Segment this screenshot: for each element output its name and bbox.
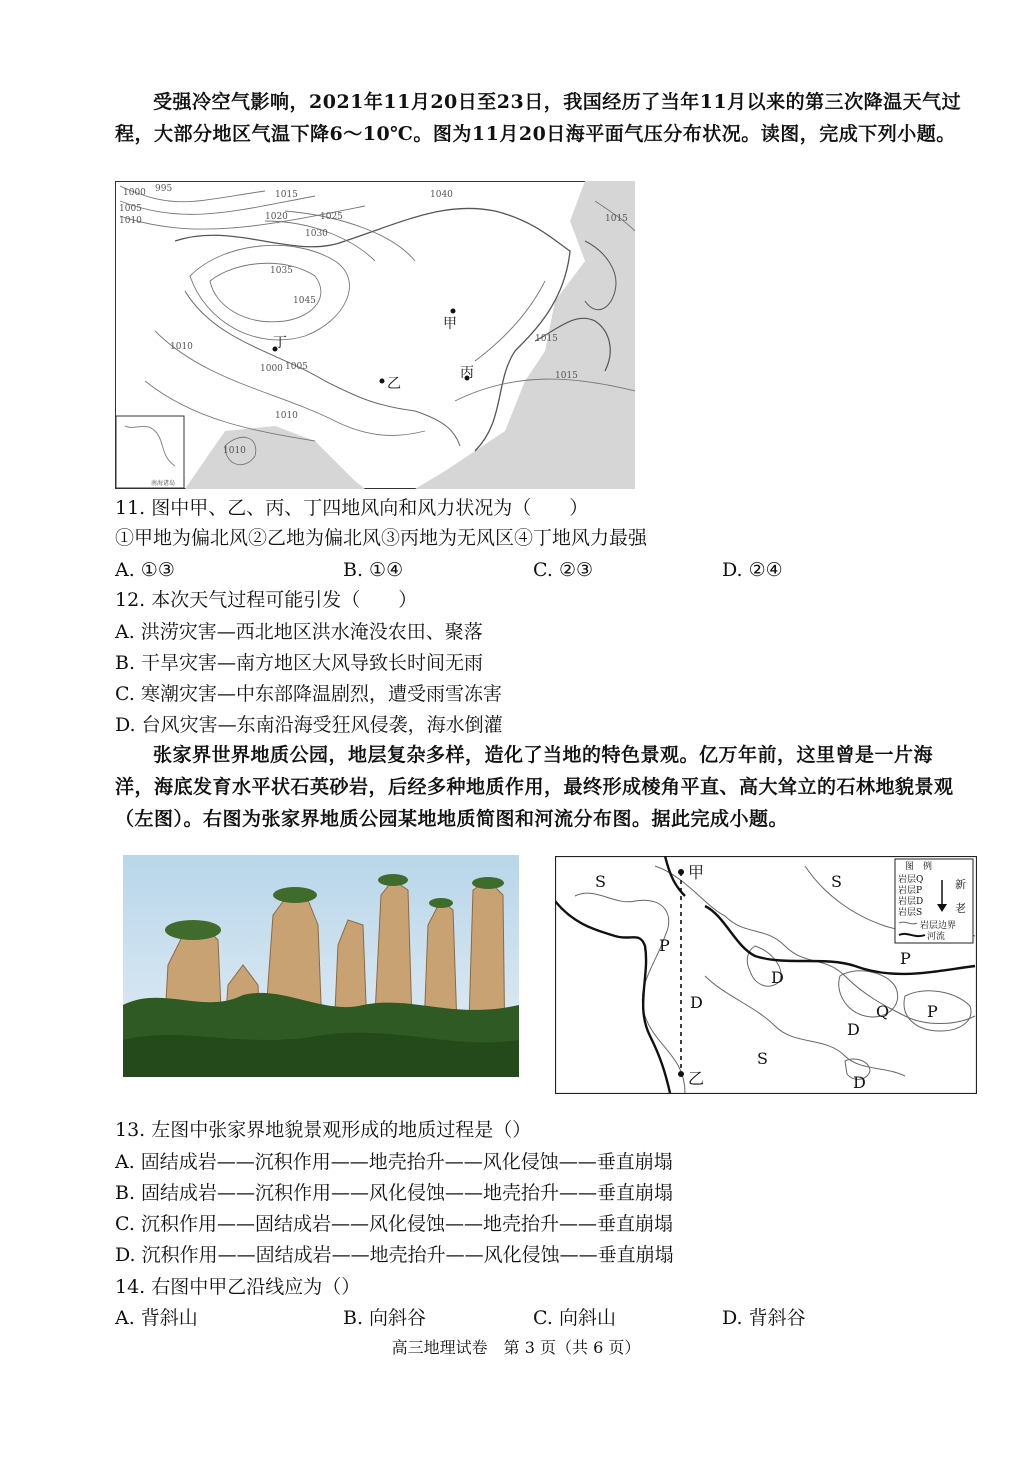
place-jia: 甲 xyxy=(443,316,457,332)
isobar-label: 1020 xyxy=(265,212,288,222)
rock-label-p: P xyxy=(927,1002,938,1021)
passage-intro-2: 张家界世界地质公园，地层复杂多样，造化了当地的特色景观。亿万年前，这里曾是一片海洋，海底发育水平状石英砂岩，后经多种地质作用，最终形成棱角平直、高大耸立的石林地貌景观（左图）。右图为张家界地质公园某地地质简图和河流分布图。据此完成小题。 xyxy=(115,744,954,830)
q11-option-b[interactable]: B. ①④ xyxy=(343,559,404,581)
place-ding: 丁 xyxy=(273,335,287,351)
rock-label-d: D xyxy=(771,968,784,987)
legend-item: 岩层边界 xyxy=(920,921,957,931)
page-footer: 高三地理试卷 第 3 页（共 6 页） xyxy=(391,1338,641,1357)
q11-option-d[interactable]: D. ②④ xyxy=(722,559,783,581)
isobar-label: 1000 xyxy=(260,364,283,374)
isobar-label: 1010 xyxy=(275,411,298,421)
q14-stem: 14. 右图中甲乙沿线应为（） xyxy=(115,1276,361,1298)
q11-stem: 11. 图中甲、乙、丙、丁四地风向和风力状况为（ ） xyxy=(115,497,589,519)
legend-old: 老 xyxy=(955,902,966,915)
legend-item: 岩层Q xyxy=(898,875,924,885)
sea-level-pressure-map xyxy=(115,181,635,489)
place-bing: 丙 xyxy=(460,365,474,381)
place-yi: 乙 xyxy=(387,376,401,392)
legend-new: 新 xyxy=(955,878,966,891)
isobar-label: 1025 xyxy=(320,212,343,222)
rock-label-d: D xyxy=(847,1020,860,1039)
q14-option-d[interactable]: D. 背斜谷 xyxy=(722,1307,806,1329)
isobar-label: 1015 xyxy=(535,334,558,344)
q12-option-b[interactable]: B. 干旱灾害—南方地区大风导致长时间无雨 xyxy=(115,652,484,674)
q11-option-c[interactable]: C. ②③ xyxy=(533,559,594,581)
isobar-label: 1005 xyxy=(285,362,308,372)
isobar-label: 1010 xyxy=(119,216,142,226)
q13-option-c[interactable]: C. 沉积作用——固结成岩——风化侵蚀——地壳抬升——垂直崩塌 xyxy=(115,1213,673,1235)
point-jia: 甲 xyxy=(688,863,705,882)
q11-option-a[interactable]: A. ①③ xyxy=(115,559,175,581)
isobar-label: 1005 xyxy=(119,204,142,214)
isobar-label: 1015 xyxy=(605,214,628,224)
q12-stem: 12. 本次天气过程可能引发（ ） xyxy=(115,589,418,611)
isobar-label: 1010 xyxy=(170,342,193,352)
map-legend xyxy=(895,859,973,943)
rock-label-q: Q xyxy=(876,1002,890,1021)
isobar-label: 1015 xyxy=(555,371,578,381)
point-yi: 乙 xyxy=(688,1069,705,1088)
isobar-label: 1040 xyxy=(430,190,453,200)
q12-option-a[interactable]: A. 洪涝灾害—西北地区洪水淹没农田、聚落 xyxy=(115,621,483,643)
rock-label-d: D xyxy=(690,993,703,1012)
q11-statements: ①甲地为偏北风②乙地为偏北风③丙地为无风区④丁地风力最强 xyxy=(115,527,648,549)
rock-label-d: D xyxy=(853,1073,866,1092)
q14-option-a[interactable]: A. 背斜山 xyxy=(115,1307,198,1329)
isobar-label: 1035 xyxy=(270,266,293,276)
rock-label-s: S xyxy=(831,872,842,891)
legend-item: 岩层P xyxy=(898,886,923,896)
isobar-label: 1010 xyxy=(223,446,246,456)
q13-option-a[interactable]: A. 固结成岩——沉积作用——地壳抬升——风化侵蚀——垂直崩塌 xyxy=(115,1151,673,1173)
geological-map xyxy=(555,856,977,1094)
legend-item: 岩层D xyxy=(898,897,924,907)
isobar-label: 1000 xyxy=(123,188,146,198)
zhangjiajie-landscape-photo xyxy=(123,855,519,1077)
q12-option-d[interactable]: D. 台风灾害—东南沿海受狂风侵袭，海水倒灌 xyxy=(115,714,503,736)
q12-option-c[interactable]: C. 寒潮灾害—中东部降温剧烈，遭受雨雪冻害 xyxy=(115,683,502,705)
legend-item: 岩层S xyxy=(898,908,923,918)
isobar-label: 995 xyxy=(155,184,173,194)
q13-option-b[interactable]: B. 固结成岩——沉积作用——风化侵蚀——地壳抬升——垂直崩塌 xyxy=(115,1182,674,1204)
inset-label: 南海诸岛 xyxy=(151,480,176,487)
q13-option-d[interactable]: D. 沉积作用——固结成岩——地壳抬升——风化侵蚀——垂直崩塌 xyxy=(115,1244,674,1266)
isobar-label: 1045 xyxy=(293,296,316,306)
isobar-label: 1030 xyxy=(305,229,328,239)
rock-label-p: P xyxy=(659,936,670,955)
rock-label-p: P xyxy=(900,949,911,968)
passage-intro-1: 受强冷空气影响，2021年11月20日至23日，我国经历了当年11月以来的第三次降温天气过程，大部分地区气温下降6～10℃。图为11月20日海平面气压分布状况。读图，完成下列小题。 xyxy=(115,91,962,145)
q14-option-c[interactable]: C. 向斜山 xyxy=(533,1307,616,1329)
q13-stem: 13. 左图中张家界地貌景观形成的地质过程是（） xyxy=(115,1119,532,1141)
legend-title: 图 例 xyxy=(905,862,933,872)
rock-label-s: S xyxy=(757,1049,768,1068)
rock-label-s: S xyxy=(595,872,606,891)
q14-option-b[interactable]: B. 向斜谷 xyxy=(343,1307,427,1329)
legend-item: 河流 xyxy=(927,932,946,942)
isobar-label: 1015 xyxy=(275,190,298,200)
